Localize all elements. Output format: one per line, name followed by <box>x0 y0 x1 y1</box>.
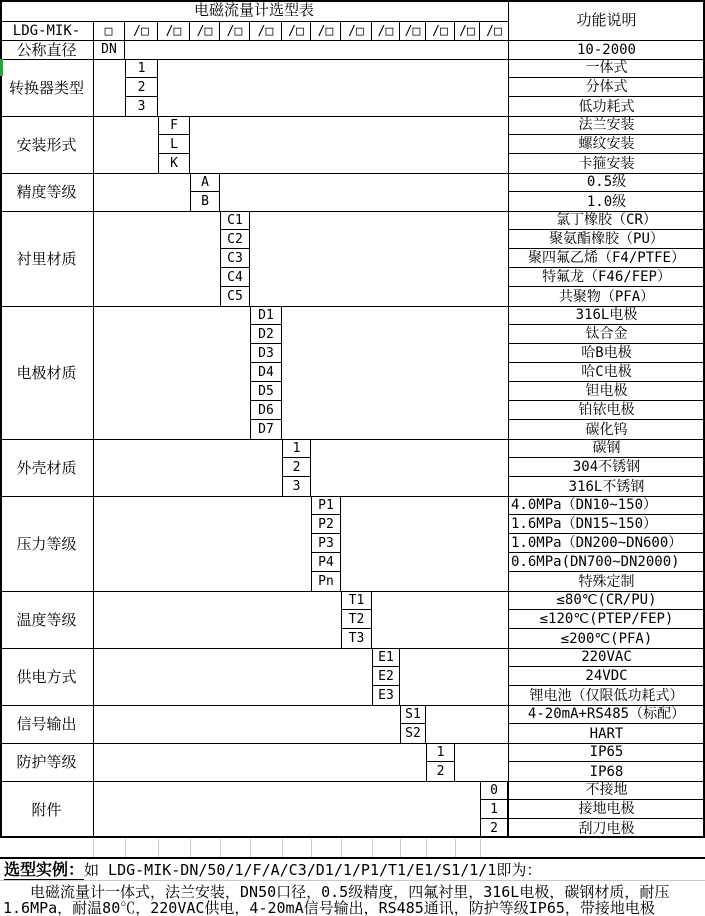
empty-row-gridline <box>480 839 481 857</box>
option-desc-cell: 哈C电极 <box>508 363 705 382</box>
empty-row-gridline <box>158 839 159 857</box>
category-label: 外壳材质 <box>16 458 77 477</box>
option-desc-cell: 24VDC <box>508 667 705 686</box>
code-box-cell: □ <box>93 22 125 40</box>
option-code-cell: L <box>158 135 190 154</box>
empty-row-gridline <box>190 839 191 857</box>
footer-gridline <box>0 880 705 881</box>
option-desc-cell: 10-2000 <box>576 41 636 58</box>
code-box-cell: /□ <box>486 23 502 39</box>
option-code-cell: D2 <box>250 325 282 344</box>
example-section <box>4 861 705 879</box>
category-block <box>0 648 705 705</box>
option-desc-cell: 氯丁橡胶（CR） <box>508 211 705 230</box>
option-code-cell: P2 <box>311 515 341 534</box>
option-desc-cell: ≤120℃(PTEP/FEP) <box>508 610 705 629</box>
category-block <box>0 743 705 781</box>
category-block <box>0 116 705 173</box>
category-block <box>0 173 705 211</box>
option-code-cell: 3 <box>125 97 158 116</box>
example-description-line1: 电磁流量计一体式，法兰安装，DN50口径，0.5级精度，四氟衬里，316L电极，碳钢材质，耐压 <box>30 883 670 901</box>
model-prefix: LDG-MIK- <box>12 23 81 39</box>
option-desc-cell: 刮刀电极 <box>578 820 635 837</box>
option-code-cell: B <box>190 192 220 211</box>
category-block <box>0 211 705 306</box>
option-code-cell: 0 <box>480 781 508 800</box>
code-box-cell: /□ <box>220 22 250 40</box>
option-code-cell: 1 <box>125 59 158 78</box>
category-label: 衬里材质 <box>16 249 77 268</box>
option-desc-cell: 304不锈钢 <box>508 458 705 477</box>
option-code-cell: 2 <box>282 458 311 477</box>
category-block <box>0 306 705 439</box>
category-block <box>0 40 705 59</box>
example-description-line2: 1.6MPa，耐温80℃，220VAC供电，4-20mA信号输出，RS485通讯，防护等级IP65，带接地电极 <box>3 899 655 916</box>
option-code-cell: Pn <box>311 572 341 591</box>
option-desc-cell: 聚四氟乙烯（F4/PTFE） <box>508 249 705 268</box>
code-box-cell: /□ <box>311 22 341 40</box>
option-desc-cell: ≤80℃(CR/PU) <box>508 591 705 610</box>
code-box-cell: /□ <box>125 22 158 40</box>
column-divider-label <box>93 22 94 838</box>
option-code-cell: 1 <box>426 743 455 762</box>
option-code-cell: D1 <box>250 306 282 325</box>
category-label: 防护等级 <box>16 753 77 771</box>
option-code-cell: 2 <box>125 78 158 97</box>
code-box-cell: /□ <box>190 22 220 40</box>
option-desc-cell: 哈B电极 <box>508 344 705 363</box>
option-desc-cell: 316L不锈钢 <box>568 478 645 495</box>
code-box-cell: /□ <box>282 22 311 40</box>
option-code-cell: T2 <box>341 610 372 629</box>
empty-row-gridline <box>93 839 94 857</box>
option-desc-cell: 1.6MPa（DN15~150） <box>508 515 705 534</box>
option-desc-cell: 4.0MPa（DN10~150） <box>508 496 705 515</box>
option-desc-cell: 碳钢 <box>508 439 705 458</box>
empty-row-gridline <box>125 839 126 857</box>
option-code-cell: DN <box>93 40 125 59</box>
category-block <box>0 705 705 743</box>
option-desc-cell: 聚氨酯橡胶（PU） <box>508 230 705 249</box>
category-label: 压力等级 <box>16 534 77 553</box>
category-block <box>0 496 705 591</box>
option-code-cell: T1 <box>341 591 372 610</box>
option-code-cell: C3 <box>220 249 250 268</box>
green-edge-mark <box>0 59 3 76</box>
option-desc-cell: 共聚物（PFA） <box>558 288 655 305</box>
option-code-cell: S2 <box>400 724 426 743</box>
option-desc-cell: 低功耗式 <box>578 98 635 115</box>
option-code-cell: 1 <box>282 439 311 458</box>
category-label: 精度等级 <box>16 183 77 201</box>
code-box-cell: /□ <box>372 22 400 40</box>
option-code-cell: C1 <box>220 211 250 230</box>
empty-row-gridline <box>311 839 312 857</box>
option-code-cell: K <box>158 154 190 173</box>
code-box-cell: /□ <box>400 22 426 40</box>
option-code-cell: D5 <box>250 382 282 401</box>
option-code-cell: A <box>190 173 220 192</box>
option-code-cell: S1 <box>400 705 426 724</box>
empty-row-gridline <box>455 839 456 857</box>
option-desc-cell: 卡箍安装 <box>578 155 635 172</box>
empty-row-gridline <box>426 839 427 857</box>
option-desc-cell: 4-20mA+RS485（标配） <box>508 705 705 724</box>
category-label: 供电方式 <box>16 667 77 686</box>
category-block <box>0 591 705 648</box>
option-desc-cell: 接地电极 <box>508 800 705 819</box>
option-code-cell: D6 <box>250 401 282 420</box>
option-code-cell: P4 <box>311 553 341 572</box>
category-label: 附件 <box>31 800 62 819</box>
table-title: 电磁流量计选型表 <box>0 0 508 22</box>
option-code-cell: 3 <box>282 477 311 496</box>
option-code-cell: T3 <box>341 629 372 648</box>
option-desc-cell: 316L电极 <box>508 306 705 325</box>
option-code-cell: D7 <box>250 420 282 439</box>
option-desc-cell: 0.5级 <box>508 173 705 192</box>
footer-divider-bold <box>0 857 705 859</box>
category-label: 转换器类型 <box>8 78 84 97</box>
option-desc-cell: 一体式 <box>508 59 705 78</box>
function-desc-header: 功能说明 <box>576 10 637 29</box>
option-code-cell: C2 <box>220 230 250 249</box>
category-label: 信号输出 <box>16 715 77 733</box>
option-desc-cell: 0.6MPa(DN700~DN2000) <box>508 553 705 572</box>
category-label: 温度等级 <box>16 610 77 629</box>
option-code-cell: D4 <box>250 363 282 382</box>
column-divider-desc <box>508 0 509 838</box>
option-desc-cell: 1.0级 <box>586 193 627 210</box>
example-label: 选型实例： <box>4 860 85 879</box>
option-code-cell: D3 <box>250 344 282 363</box>
option-code-cell: F <box>158 116 190 135</box>
empty-row-gridline <box>341 839 342 857</box>
empty-row-gridline <box>220 839 221 857</box>
option-code-cell: E2 <box>372 667 400 686</box>
code-box-cell: /□ <box>341 22 372 40</box>
example-code-text: 如 LDG-MIK-DN/50/1/F/A/C3/D1/1/P1/T1/E1/S1/1/1即为： <box>84 861 542 879</box>
code-box-cell: /□ <box>250 22 282 40</box>
option-desc-cell: 1.0MPa（DN200~DN600） <box>508 534 705 553</box>
option-desc-cell: 钽电极 <box>508 382 705 401</box>
empty-row-gridline <box>372 839 373 857</box>
empty-row-gridline <box>282 839 283 857</box>
option-desc-cell: IP68 <box>589 763 624 780</box>
option-desc-cell: 法兰安装 <box>508 116 705 135</box>
empty-row-gridline <box>400 839 401 857</box>
option-code-cell: 1 <box>480 800 508 819</box>
empty-row-gridline <box>250 839 251 857</box>
option-desc-cell: 特氟龙（F46/FEP） <box>508 268 705 287</box>
option-code-cell: P3 <box>311 534 341 553</box>
option-desc-cell: 不接地 <box>508 781 705 800</box>
code-box-cell: /□ <box>455 22 480 40</box>
option-desc-cell: 锂电池（仅限低功耗式） <box>529 687 684 704</box>
option-desc-cell: ≤200℃(PFA) <box>560 630 653 647</box>
option-desc-cell: IP65 <box>508 743 705 762</box>
option-desc-cell: 220VAC <box>508 648 705 667</box>
option-code-cell: E3 <box>372 686 400 705</box>
category-label: 电极材质 <box>16 363 77 382</box>
option-desc-cell: 钛合金 <box>508 325 705 344</box>
option-desc-cell: 特殊定制 <box>578 573 635 590</box>
option-code-cell: 2 <box>480 819 508 838</box>
category-block <box>0 59 705 116</box>
option-desc-cell: 碳化钨 <box>585 421 628 438</box>
code-box-cell: /□ <box>158 22 190 40</box>
option-code-cell: E1 <box>372 648 400 667</box>
option-desc-cell: HART <box>589 725 624 742</box>
category-label: 安装形式 <box>16 135 77 154</box>
option-desc-cell: 铂铱电极 <box>508 401 705 420</box>
option-code-cell: C4 <box>220 268 250 287</box>
option-desc-cell: 螺纹安装 <box>508 135 705 154</box>
category-label: 公称直径 <box>16 41 77 59</box>
option-code-cell: 2 <box>426 762 455 781</box>
category-block <box>0 781 705 838</box>
option-code-cell: C5 <box>220 287 250 306</box>
code-box-cell: /□ <box>426 22 455 40</box>
option-desc-cell: 分体式 <box>508 78 705 97</box>
category-block <box>0 439 705 496</box>
option-code-cell: P1 <box>311 496 341 515</box>
